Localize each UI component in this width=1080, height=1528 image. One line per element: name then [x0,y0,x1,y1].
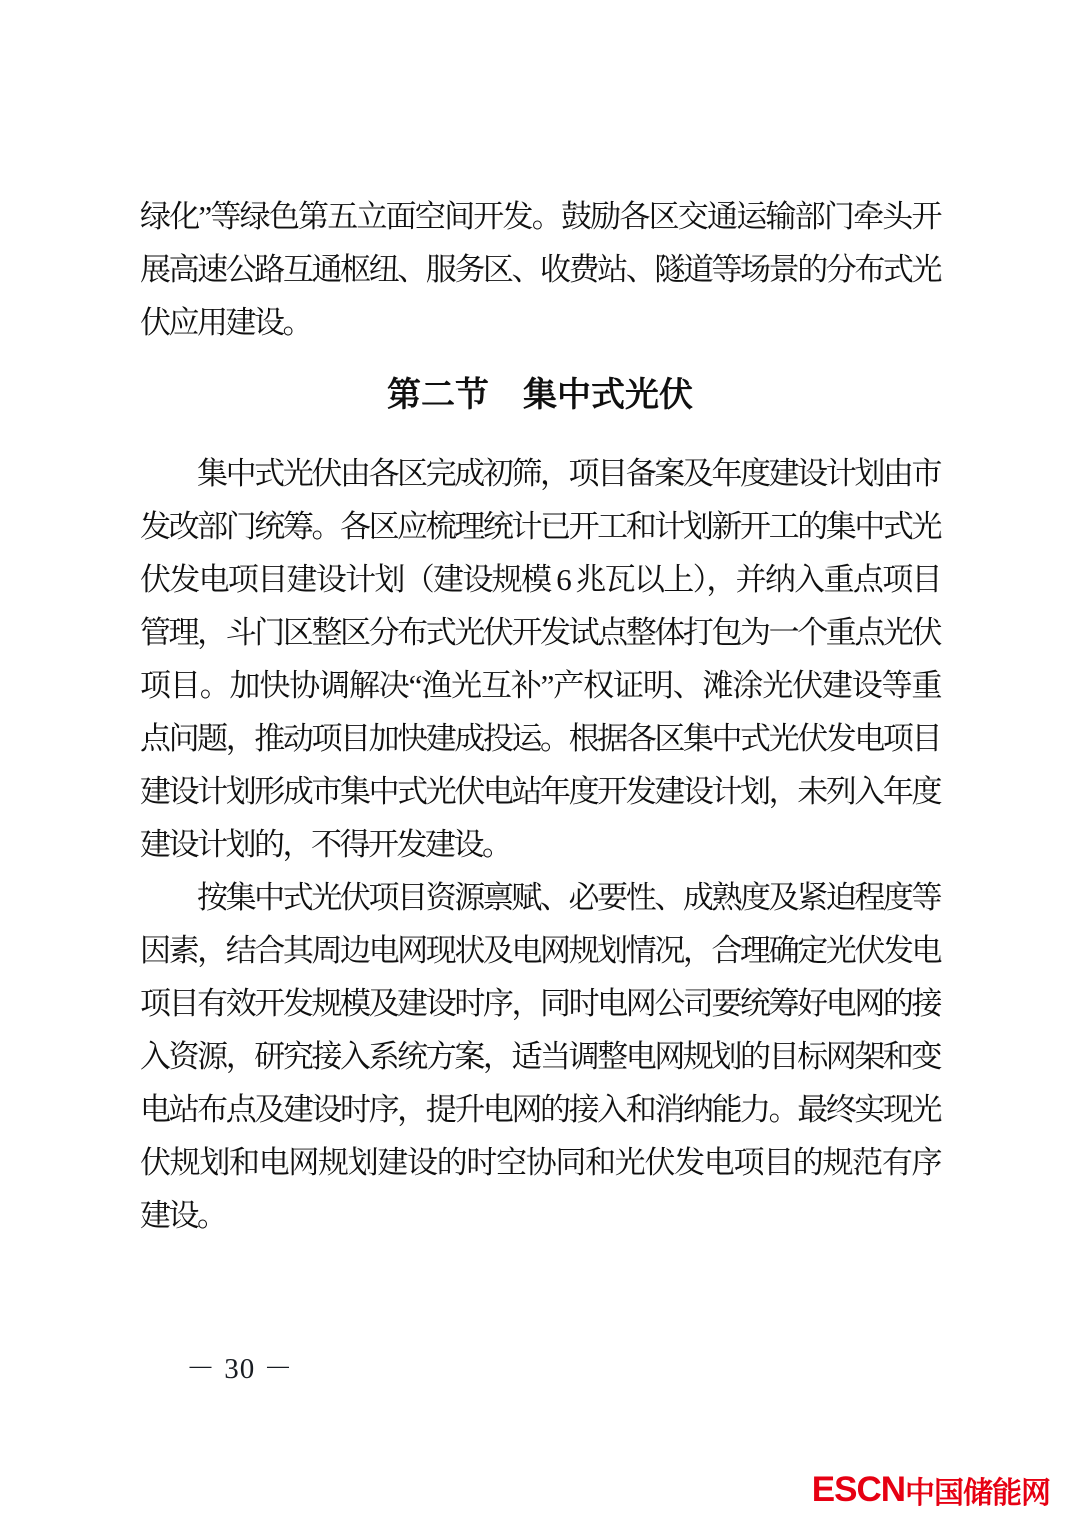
body-line: 建设计划形成市集中式光伏电站年度开发建设计划，未列入年度 [140,774,940,809]
body-line: 伏发电项目建设计划（建设规模 6 兆瓦以上），并纳入重点项目 [140,562,940,597]
body-line: 绿化”等绿色第五立面空间开发。鼓励各区交通运输部门牵头开 [140,199,940,234]
body-line: 点问题，推动项目加快建成投运。根据各区集中式光伏发电项目 [140,721,940,756]
body-line: 电站布点及建设时序，提升电网的接入和消纳能力。最终实现光 [140,1092,940,1127]
escn-logo [812,1468,1050,1512]
section-heading: 第二节 集中式光伏 [387,377,693,414]
escn-logo-latin: ESCN [811,1470,905,1509]
body-line: 建设计划的，不得开发建设。 [140,827,511,862]
body-line: 项目有效开发规模及建设时序，同时电网公司要统筹好电网的接 [140,986,940,1021]
body-line: 集中式光伏由各区完成初筛，项目备案及年度建设计划由市 [197,456,940,491]
body-line: 按集中式光伏项目资源禀赋、必要性、成熟度及紧迫程度等 [197,880,940,915]
page-number: － 30 － [186,1353,294,1385]
paragraph [140,447,940,871]
body-line: 项目。加快协调解决“渔光互补”产权证明、滩涂光伏建设等重 [140,668,940,703]
paragraph [140,190,940,349]
document-body [140,190,940,1242]
paragraph [140,871,940,1242]
escn-logo-chinese: 中国储能网 [905,1477,1050,1510]
body-line: 管理，斗门区整区分布式光伏开发试点整体打包为一个重点光伏 [140,615,940,650]
body-line: 建设。 [140,1198,226,1233]
body-line: 入资源，研究接入系统方案，适当调整电网规划的目标网架和变 [140,1039,940,1074]
body-line: 发改部门统筹。各区应梳理统计已开工和计划新开工的集中式光 [140,509,940,544]
body-line: 因素，结合其周边电网现状及电网规划情况，合理确定光伏发电 [140,933,940,968]
body-line: 伏规划和电网规划建设的时空协同和光伏发电项目的规范有序 [140,1145,940,1180]
body-line: 伏应用建设。 [140,305,311,340]
body-line: 展高速公路互通枢纽、服务区、收费站、隧道等场景的分布式光 [140,252,940,287]
